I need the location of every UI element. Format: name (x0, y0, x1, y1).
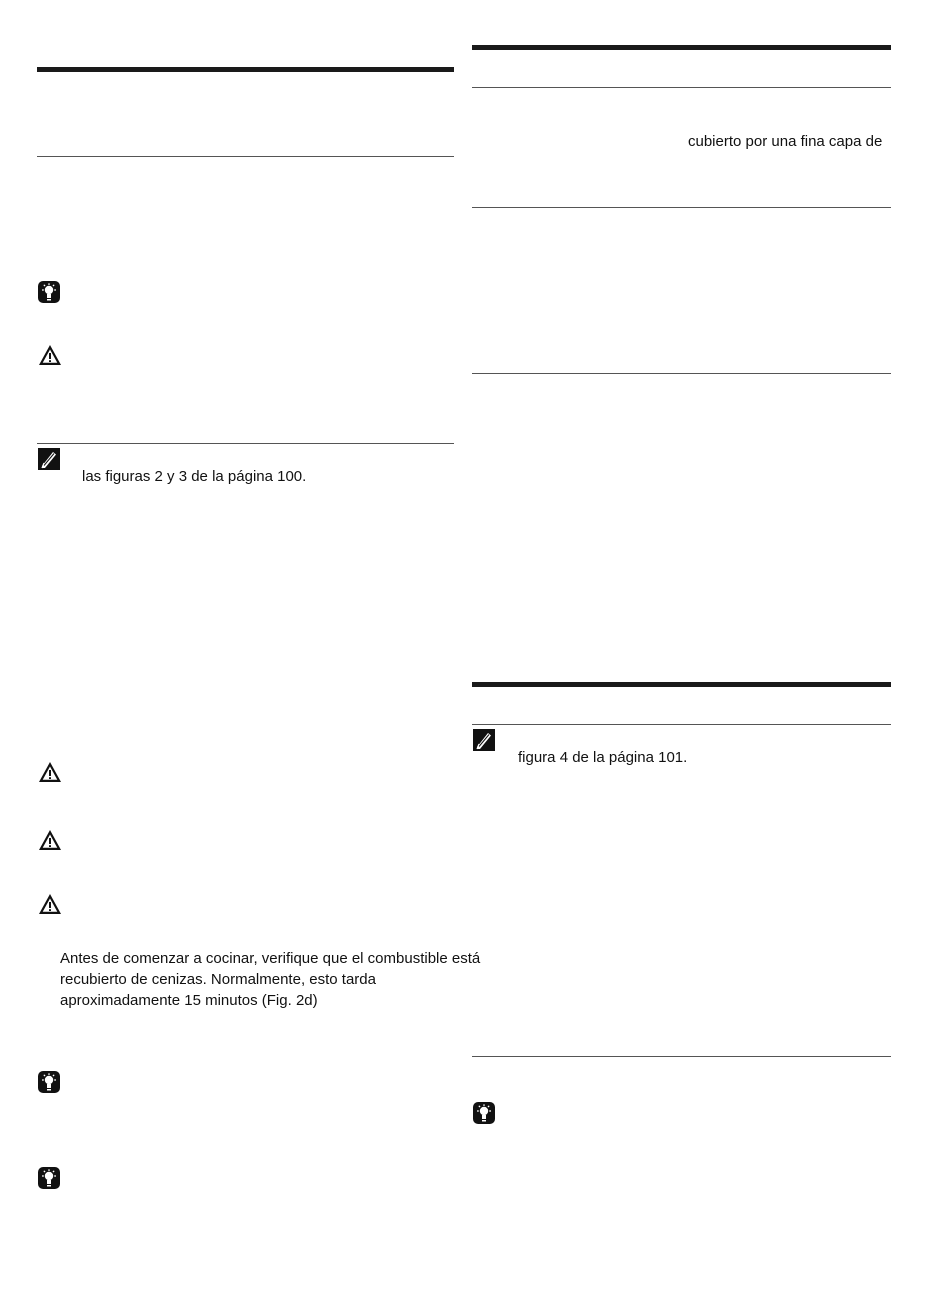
section-rule-thin (37, 443, 454, 444)
text-fragment: cubierto por una fina capa de (688, 133, 883, 150)
lightbulb-icon (37, 280, 61, 304)
section-rule-thin (472, 207, 891, 208)
section-rule-thick (472, 45, 891, 50)
section-rule-thin (472, 87, 891, 88)
note-pencil-icon (472, 728, 496, 752)
section-rule-thick (37, 67, 454, 72)
paragraph-line: Antes de comenzar a cocinar, verifique que el combustible está (60, 950, 481, 967)
section-rule-thin (472, 373, 891, 374)
section-rule-thin (472, 724, 891, 725)
lightbulb-icon (37, 1070, 61, 1094)
note-text: figura 4 de la página 101. (518, 749, 688, 766)
lightbulb-icon (37, 1166, 61, 1190)
warning-triangle-icon (38, 892, 62, 916)
note-pencil-icon (37, 447, 61, 471)
section-rule-thin (37, 156, 454, 157)
warning-triangle-icon (38, 760, 62, 784)
section-rule-thick (472, 682, 891, 687)
warning-triangle-icon (38, 343, 62, 367)
lightbulb-icon (472, 1101, 496, 1125)
warning-triangle-icon (38, 828, 62, 852)
paragraph-line: aproximadamente 15 minutos (Fig. 2d) (60, 992, 318, 1009)
section-rule-thin (472, 1056, 891, 1057)
paragraph-line: recubierto de cenizas. Normalmente, esto tarda (60, 971, 376, 988)
note-text: las figuras 2 y 3 de la página 100. (82, 468, 307, 485)
